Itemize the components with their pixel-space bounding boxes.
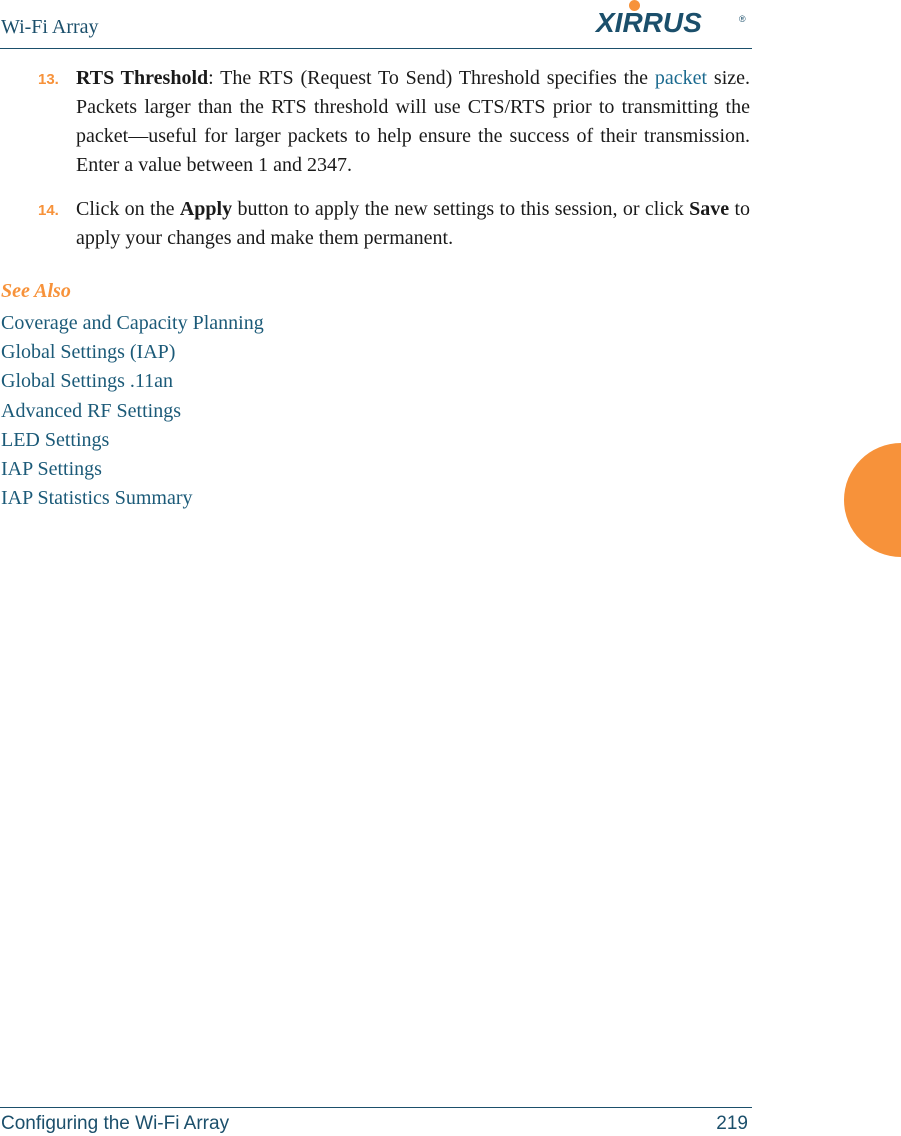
step-14 — [0, 195, 750, 253]
see-also-link[interactable]: Global Settings (IAP) — [1, 341, 176, 364]
step-text-part: Click on the — [76, 198, 180, 220]
step-text — [76, 64, 750, 180]
see-also-link[interactable]: Global Settings .11an — [1, 370, 174, 393]
apply-term: Apply — [179, 198, 233, 220]
see-also-heading: See Also — [1, 280, 71, 302]
registered-mark: ® — [739, 14, 746, 24]
chapter-tab-marker — [844, 443, 901, 557]
step-text-part: : The RTS (Request To Send) Threshold specifies the — [208, 67, 655, 89]
header-rule — [0, 48, 752, 49]
packet-link[interactable]: packet — [654, 67, 708, 89]
step-term: RTS Threshold — [76, 67, 209, 89]
logo-wordmark: XIRRUS — [596, 7, 702, 38]
see-also-link[interactable]: IAP Statistics Summary — [1, 487, 193, 510]
footer-section-title: Configuring the Wi-Fi Array — [1, 1113, 230, 1134]
step-number: 13. — [38, 71, 59, 88]
footer-rule — [0, 1107, 752, 1108]
page-number: 219 — [716, 1113, 748, 1134]
see-also-link[interactable]: IAP Settings — [1, 458, 102, 481]
see-also-link[interactable]: Advanced RF Settings — [1, 399, 181, 422]
step-text-part: size. Packets larger than the RTS threshold will use CTS/RTS prior to transmitting the packet—useful for larger packets to help ensure the success of their transmission. Enter a value between 1 and 2347. — [76, 67, 751, 176]
see-also-links — [1, 309, 264, 513]
see-also-link[interactable]: LED Settings — [1, 428, 110, 451]
step-text-part: to apply your changes and make them permanent. — [76, 198, 751, 249]
step-text — [76, 195, 750, 253]
running-header-title: Wi-Fi Array — [1, 16, 99, 38]
xirrus-logo — [596, 0, 746, 42]
step-13 — [0, 64, 750, 180]
see-also-link[interactable]: Coverage and Capacity Planning — [1, 312, 264, 334]
save-term: Save — [689, 198, 730, 220]
step-text-part: button to apply the new settings to this session, or click — [232, 198, 690, 220]
step-number: 14. — [38, 202, 59, 219]
